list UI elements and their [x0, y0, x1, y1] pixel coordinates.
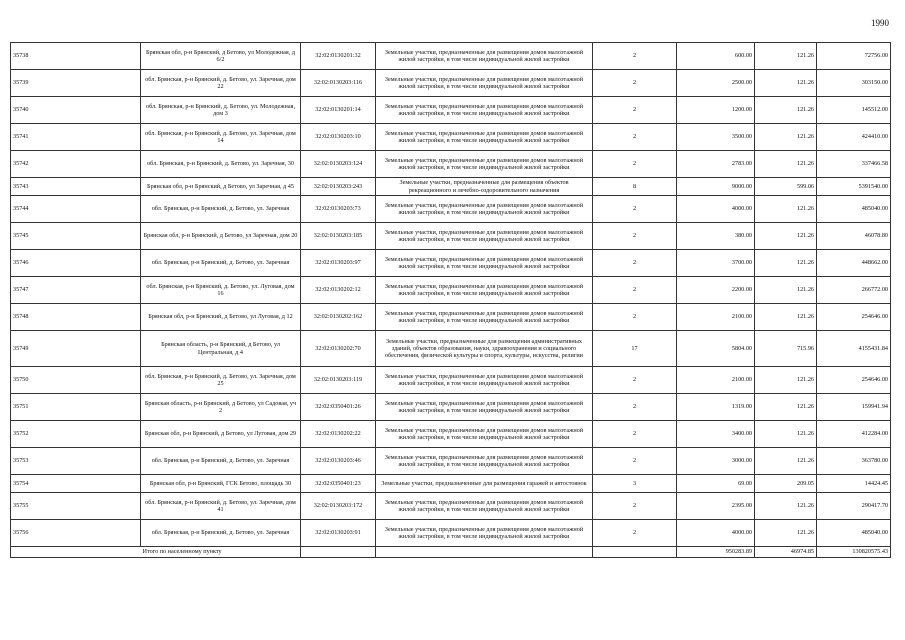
address-cell: обл. Брянская, р-н Брянский, д. Бетово, ул. Заречная, дом 25: [141, 367, 301, 394]
area-cell: 3400.00: [677, 421, 755, 448]
cadastral-value-cell: 412284.00: [817, 421, 891, 448]
table-row: [11, 304, 891, 331]
address-cell: Брянская обл, р-н Брянский, д Бетово, ул Луговая, дом 29: [141, 421, 301, 448]
cadastral-value-cell: 363780.00: [817, 448, 891, 475]
row-number: 35754: [11, 475, 141, 493]
area-cell: 2200.00: [677, 277, 755, 304]
total-value: 130820575.43: [817, 547, 891, 558]
use-code-cell: 2: [593, 304, 677, 331]
row-number: 35745: [11, 223, 141, 250]
cadastral-rate-cell: 121.26: [755, 394, 817, 421]
empty-cell: [301, 547, 376, 558]
address-cell: обл. Брянская, р-н Брянский, д. Бетово, ул. Заречная: [141, 196, 301, 223]
area-cell: 9000.00: [677, 178, 755, 196]
address-cell: Брянская обл, р-н Брянский, д Бетово, ул Молодежная, д 6/2: [141, 43, 301, 70]
row-number: 35756: [11, 520, 141, 547]
use-code-cell: 2: [593, 277, 677, 304]
cadastral-number-cell: 32:02:0350401:23: [301, 475, 376, 493]
cadastral-number-cell: 32:02:0130202:12: [301, 277, 376, 304]
cadastral-value-cell: 14424.45: [817, 475, 891, 493]
cadastral-number-cell: 32:02:0130201:32: [301, 43, 376, 70]
table-row: [11, 151, 891, 178]
cadastral-rate-cell: 121.26: [755, 304, 817, 331]
land-use-cell: Земельные участки, предназначенные для размещения объектов рекреационного и лечебно-оздоровительного назначения: [376, 178, 593, 196]
table-row: [11, 277, 891, 304]
use-code-cell: 2: [593, 394, 677, 421]
land-use-cell: Земельные участки, предназначенные для размещения домов малоэтажной жилой застройки, в том числе индивидуальной жилой застройки: [376, 43, 593, 70]
total-label: Итого по населенному пункту: [141, 547, 301, 558]
land-use-cell: Земельные участки, предназначенные для размещения домов малоэтажной жилой застройки, в том числе индивидуальной жилой застройки: [376, 520, 593, 547]
cadastral-number-cell: 32:02:0130201:14: [301, 97, 376, 124]
cadastral-rate-cell: 121.26: [755, 520, 817, 547]
cadastral-rate-cell: 121.26: [755, 448, 817, 475]
address-cell: обл. Брянская, р-н Брянский, д. Бетово, ул. Заречная, 30: [141, 151, 301, 178]
use-code-cell: 2: [593, 97, 677, 124]
area-cell: 2100.00: [677, 367, 755, 394]
cadastral-rate-cell: 121.26: [755, 277, 817, 304]
area-cell: 4000.00: [677, 196, 755, 223]
cadastral-number-cell: 32:02:0130203:119: [301, 367, 376, 394]
cadastral-value-cell: 145512.00: [817, 97, 891, 124]
cadastral-number-cell: 32:02:0130203:73: [301, 196, 376, 223]
row-number: 35744: [11, 196, 141, 223]
cadastral-value-cell: 448662.00: [817, 250, 891, 277]
area-cell: 600.00: [677, 43, 755, 70]
cadastral-number-cell: 32:02:0350401:26: [301, 394, 376, 421]
cadastral-rate-cell: 121.26: [755, 151, 817, 178]
cadastral-value-cell: 485040.00: [817, 196, 891, 223]
area-cell: 4000.00: [677, 520, 755, 547]
area-cell: 3500.00: [677, 124, 755, 151]
cadastral-rate-cell: 121.26: [755, 223, 817, 250]
address-cell: Брянская область, р-н Брянский, д Бетово, ул Садовая, уч 2: [141, 394, 301, 421]
table-row: [11, 520, 891, 547]
cadastral-rate-cell: 121.26: [755, 367, 817, 394]
land-use-cell: Земельные участки, предназначенные для размещения домов малоэтажной жилой застройки, в том числе индивидуальной жилой застройки: [376, 97, 593, 124]
land-use-cell: Земельные участки, предназначенные для размещения домов малоэтажной жилой застройки, в том числе индивидуальной жилой застройки: [376, 124, 593, 151]
cadastral-number-cell: 32:02:0130203:91: [301, 520, 376, 547]
empty-cell: [376, 547, 593, 558]
area-cell: 5804.00: [677, 331, 755, 367]
use-code-cell: 2: [593, 520, 677, 547]
row-number: 35743: [11, 178, 141, 196]
use-code-cell: 2: [593, 250, 677, 277]
area-cell: 2783.00: [677, 151, 755, 178]
table-row: [11, 223, 891, 250]
address-cell: обл. Брянская, р-н Брянский, д. Бетово, ул. Заречная, дом 41: [141, 493, 301, 520]
cadastral-number-cell: 32:02:0130203:97: [301, 250, 376, 277]
table-row: [11, 493, 891, 520]
row-number: 35749: [11, 331, 141, 367]
use-code-cell: 2: [593, 151, 677, 178]
land-use-cell: Земельные участки, предназначенные для размещения домов малоэтажной жилой застройки, в том числе индивидуальной жилой застройки: [376, 304, 593, 331]
cadastral-value-cell: 72756.00: [817, 43, 891, 70]
address-cell: обл. Брянская, р-н Брянский, д. Бетово, ул. Заречная: [141, 448, 301, 475]
address-cell: обл. Брянская, р-н Брянский, д. Бетово, ул. Луговая, дом 16: [141, 277, 301, 304]
land-use-cell: Земельные участки, предназначенные для размещения домов малоэтажной жилой застройки, в том числе индивидуальной жилой застройки: [376, 70, 593, 97]
area-cell: 3000.00: [677, 448, 755, 475]
area-cell: 3700.00: [677, 250, 755, 277]
land-use-cell: Земельные участки, предназначенные для размещения домов малоэтажной жилой застройки, в том числе индивидуальной жилой застройки: [376, 448, 593, 475]
address-cell: Брянская обл, р-н Брянский, ГСК Бетово, площадь 30: [141, 475, 301, 493]
cadastral-number-cell: 32:02:0130203:124: [301, 151, 376, 178]
cadastral-number-cell: 32:02:0130202:22: [301, 421, 376, 448]
cadastral-value-cell: 303150.00: [817, 70, 891, 97]
use-code-cell: 8: [593, 178, 677, 196]
row-number: 35751: [11, 394, 141, 421]
land-use-cell: Земельные участки, предназначенные для размещения домов малоэтажной жилой застройки, в том числе индивидуальной жилой застройки: [376, 394, 593, 421]
cadastral-rate-cell: 121.26: [755, 124, 817, 151]
empty-cell: [11, 547, 141, 558]
table-row: [11, 475, 891, 493]
row-number: 35740: [11, 97, 141, 124]
area-cell: 2500.00: [677, 70, 755, 97]
address-cell: Брянская обл, р-н Брянский, д Бетово, ул Луговая, д 12: [141, 304, 301, 331]
table-row: [11, 394, 891, 421]
row-number: 35742: [11, 151, 141, 178]
cadastral-rate-cell: 121.26: [755, 43, 817, 70]
cadastral-value-cell: 46078.80: [817, 223, 891, 250]
use-code-cell: 2: [593, 196, 677, 223]
table-row: [11, 70, 891, 97]
empty-cell: [593, 547, 677, 558]
land-use-cell: Земельные участки, предназначенные для размещения домов малоэтажной жилой застройки, в том числе индивидуальной жилой застройки: [376, 250, 593, 277]
land-use-cell: Земельные участки, предназначенные для размещения домов малоэтажной жилой застройки, в том числе индивидуальной жилой застройки: [376, 223, 593, 250]
row-number: 35738: [11, 43, 141, 70]
table-row: [11, 178, 891, 196]
cadastral-rate-cell: 715.96: [755, 331, 817, 367]
table-row: [11, 124, 891, 151]
table-row: [11, 97, 891, 124]
cadastral-value-cell: 337466.58: [817, 151, 891, 178]
cadastral-value-cell: 290417.70: [817, 493, 891, 520]
address-cell: обл. Брянская, р-н Брянский, д. Бетово, ул. Заречная, дом 14: [141, 124, 301, 151]
cadastral-value-cell: 254646.00: [817, 367, 891, 394]
address-cell: Брянская обл, р-н Брянский, д Бетово, ул Заречная, дом 20: [141, 223, 301, 250]
row-number: 35741: [11, 124, 141, 151]
land-registry-table: [10, 42, 891, 558]
cadastral-value-cell: 254646.00: [817, 304, 891, 331]
area-cell: 2100.00: [677, 304, 755, 331]
cadastral-number-cell: 32:02:0130203:10: [301, 124, 376, 151]
address-cell: обл. Брянская, р-н Брянский, д. Бетово, ул. Молодежная, дом 3: [141, 97, 301, 124]
cadastral-number-cell: 32:02:0130203:46: [301, 448, 376, 475]
land-use-cell: Земельные участки, предназначенные для размещения домов малоэтажной жилой застройки, в том числе индивидуальной жилой застройки: [376, 367, 593, 394]
row-number: 35748: [11, 304, 141, 331]
cadastral-number-cell: 32:02:0130203:172: [301, 493, 376, 520]
cadastral-rate-cell: 121.26: [755, 250, 817, 277]
address-cell: обл. Брянская, р-н Брянский, д. Бетово, ул. Заречная, дом 22: [141, 70, 301, 97]
row-number: 35755: [11, 493, 141, 520]
use-code-cell: 2: [593, 43, 677, 70]
cadastral-rate-cell: 121.26: [755, 493, 817, 520]
land-use-cell: Земельные участки, предназначенные для размещения домов малоэтажной жилой застройки, в том числе индивидуальной жилой застройки: [376, 151, 593, 178]
cadastral-value-cell: 4155431.84: [817, 331, 891, 367]
cadastral-rate-cell: 121.26: [755, 421, 817, 448]
row-number: 35752: [11, 421, 141, 448]
use-code-cell: 2: [593, 448, 677, 475]
cadastral-value-cell: 485040.00: [817, 520, 891, 547]
land-use-cell: Земельные участки, предназначенные для размещения домов малоэтажной жилой застройки, в том числе индивидуальной жилой застройки: [376, 277, 593, 304]
use-code-cell: 17: [593, 331, 677, 367]
row-number: 35753: [11, 448, 141, 475]
use-code-cell: 3: [593, 475, 677, 493]
row-number: 35750: [11, 367, 141, 394]
cadastral-rate-cell: 599.06: [755, 178, 817, 196]
table-row: [11, 43, 891, 70]
area-cell: 2395.00: [677, 493, 755, 520]
land-use-cell: Земельные участки, предназначенные для размещения домов малоэтажной жилой застройки, в том числе индивидуальной жилой застройки: [376, 196, 593, 223]
area-cell: 69.00: [677, 475, 755, 493]
total-area: 950283.89: [677, 547, 755, 558]
address-cell: обл. Брянская, р-н Брянский, д. Бетово, ул. Заречная: [141, 520, 301, 547]
area-cell: 1200.00: [677, 97, 755, 124]
use-code-cell: 2: [593, 223, 677, 250]
table-row: [11, 421, 891, 448]
cadastral-number-cell: 32:02:0130203:243: [301, 178, 376, 196]
table-body: [11, 43, 891, 558]
area-cell: 1319.00: [677, 394, 755, 421]
cadastral-number-cell: 32:02:0130202:162: [301, 304, 376, 331]
cadastral-number-cell: 32:02:0130203:116: [301, 70, 376, 97]
address-cell: Брянская обл, р-н Брянский, д Бетово, ул Заречная, д 45: [141, 178, 301, 196]
table-row: [11, 196, 891, 223]
cadastral-number-cell: 32:02:0130202:70: [301, 331, 376, 367]
row-number: 35739: [11, 70, 141, 97]
table-row: [11, 250, 891, 277]
row-number: 35746: [11, 250, 141, 277]
cadastral-value-cell: 424410.00: [817, 124, 891, 151]
address-cell: Брянская область, р-н Брянский, д Бетово, ул Центральная, д 4: [141, 331, 301, 367]
use-code-cell: 2: [593, 367, 677, 394]
cadastral-rate-cell: 209.05: [755, 475, 817, 493]
land-use-cell: Земельные участки, предназначенные для размещения домов малоэтажной жилой застройки, в том числе индивидуальной жилой застройки: [376, 421, 593, 448]
cadastral-rate-cell: 121.26: [755, 196, 817, 223]
use-code-cell: 2: [593, 493, 677, 520]
cadastral-value-cell: 5391540.00: [817, 178, 891, 196]
cadastral-rate-cell: 121.26: [755, 70, 817, 97]
total-row: [11, 547, 891, 558]
address-cell: обл. Брянская, р-н Брянский, д. Бетово, ул. Заречная: [141, 250, 301, 277]
area-cell: 380.00: [677, 223, 755, 250]
land-use-cell: Земельные участки, предназначенные для размещения административных зданий, объектов образования, науки, здравоохранения и социального обеспечения, физической культуры и спорта, культуры, искусства, религии: [376, 331, 593, 367]
table-row: [11, 331, 891, 367]
land-use-cell: Земельные участки, предназначенные для размещения гаражей и автостоянок: [376, 475, 593, 493]
use-code-cell: 2: [593, 124, 677, 151]
use-code-cell: 2: [593, 70, 677, 97]
cadastral-value-cell: 159941.94: [817, 394, 891, 421]
page-number: 1990: [871, 18, 889, 28]
land-use-cell: Земельные участки, предназначенные для размещения домов малоэтажной жилой застройки, в том числе индивидуальной жилой застройки: [376, 493, 593, 520]
row-number: 35747: [11, 277, 141, 304]
cadastral-number-cell: 32:02:0130203:185: [301, 223, 376, 250]
use-code-cell: 2: [593, 421, 677, 448]
cadastral-rate-cell: 121.26: [755, 97, 817, 124]
table-row: [11, 448, 891, 475]
cadastral-value-cell: 266772.00: [817, 277, 891, 304]
total-rate: 46974.85: [755, 547, 817, 558]
table-row: [11, 367, 891, 394]
